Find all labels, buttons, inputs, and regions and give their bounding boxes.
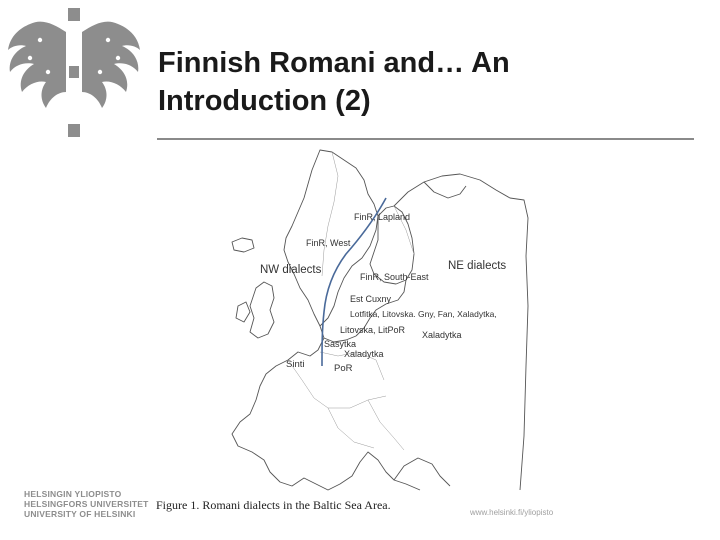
university-name-fi: HELSINGIN YLIOPISTO [24,489,122,499]
map-coastline-british-isles [236,282,274,338]
label-est-cuxny: Est Cuxny [350,294,392,304]
label-ne-dialects: NE dialects [448,260,507,272]
label-nw-dialects: NW dialects [260,264,322,276]
label-por: PoR [334,363,353,374]
map-border-balkans [328,400,404,450]
map-coastline-kola [424,182,466,198]
label-litovska-litpor: Litovska, LitPoR [340,325,406,335]
europe-dialect-map [228,146,530,494]
university-name [24,489,149,519]
logo-square-bottom [68,124,80,137]
label-finr-southeast: FinR, South-East [360,272,429,282]
logo-square-center [69,66,79,78]
logo-flame-left [8,22,66,108]
map-coastline-iceland [232,238,254,252]
university-logo [0,0,155,150]
title-divider [157,138,694,140]
label-finr-lapland: FinR, Lapland [354,212,411,222]
slide-title-line1: Finnish Romani and… An [158,47,510,79]
label-sinti: Sinti [286,359,305,370]
website-url: www.helsinki.fi/yliopisto [470,508,554,517]
figure-caption: Figure 1. Romani dialects in the Baltic Sea Area. [156,498,391,512]
logo-flame-right [82,22,140,108]
label-xaladytka-mid: Xaladytka [344,349,384,359]
slide-title-line2: Introduction (2) [158,85,371,117]
slide-title [158,44,698,120]
label-xaladytka-east: Xaladytka [422,330,462,340]
map-border-sweden-norway [322,152,338,276]
logo-square-top [68,8,80,21]
label-sasytka: Sasytka [324,339,357,349]
university-name-en: UNIVERSITY OF HELSINKI [24,509,136,519]
label-lotfitka-group: Lotfitka, Litovska. Gny, Fan, Xaladytka, [350,309,497,319]
label-finr-west: FinR, West [306,238,351,248]
university-name-sv: HELSINGFORS UNIVERSITET [24,499,149,509]
